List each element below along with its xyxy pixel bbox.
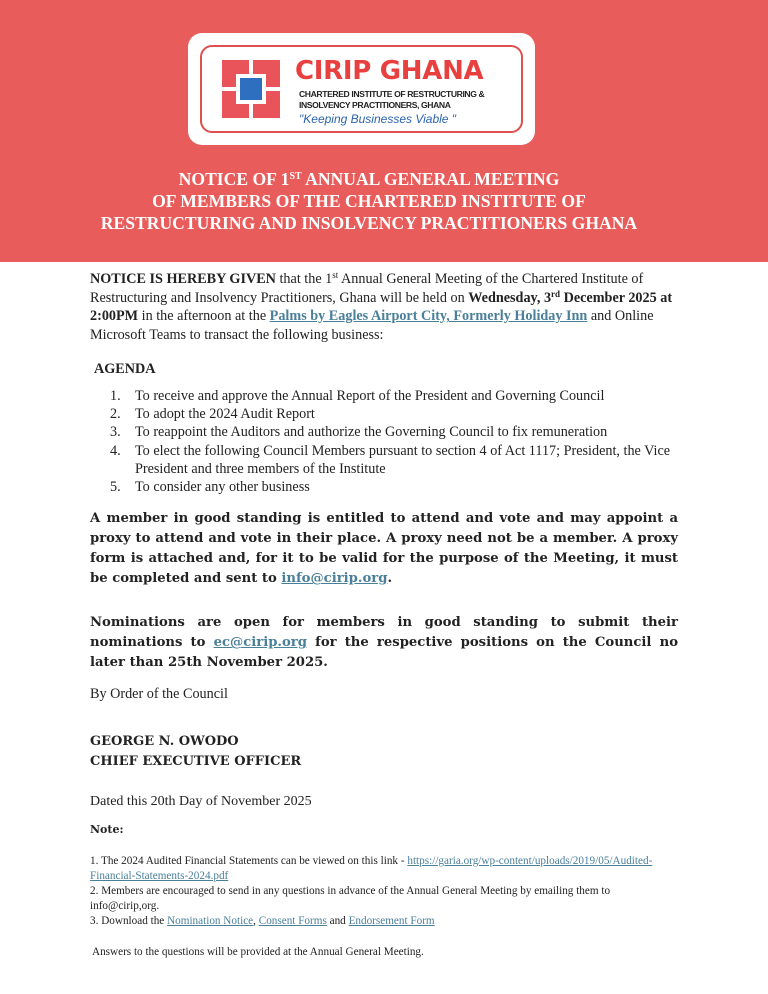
page-title (0, 168, 738, 234)
title-line3: RESTRUCTURING AND INSOLVENCY PRACTITIONERS GHANA (100, 213, 638, 233)
consent-forms-link[interactable]: Consent Forms (258, 914, 327, 927)
agenda-item: 2. To adopt the 2024 Audit Report (110, 406, 315, 423)
dated-text: Dated this 20th Day of November 2025 (90, 793, 312, 809)
venue-link[interactable]: Palms by Eagles Airport City, Formerly Holiday Inn (269, 308, 588, 325)
title-line2: OF MEMBERS OF THE CHARTERED INSTITUTE OF (152, 191, 586, 211)
agenda-item: 3. To reappoint the Auditors and authorize the Governing Council to fix remuneration (110, 424, 608, 441)
logo-subtitle-line1: CHARTERED INSTITUTE OF RESTRUCTURING & (299, 89, 485, 99)
financial-statements-link[interactable]: https://garia.org/wp-content/uploads/2019/05/Audited-Financial-Statements-2024.pdf (90, 854, 653, 882)
header-banner (0, 0, 768, 262)
note-item-3: 3. Download the Nomination Notice, Consent Forms and Endorsement Form (90, 914, 435, 927)
logo-subtitle-line2: INSOLVENCY PRACTITIONERS, GHANA (299, 100, 451, 110)
meeting-date: Wednesday, 3rd December 2025 at 2:00PM (90, 288, 673, 325)
agenda-list (90, 387, 678, 496)
by-order-text: By Order of the Council (90, 686, 228, 703)
logo-frame (200, 45, 523, 133)
note-item-1: 1. The 2024 Audited Financial Statements can be viewed on this link - https://garia.org/wp-content/uploads/2019/05/Audited-Financial-Statements-2024.pdf (90, 854, 653, 882)
info-email-link[interactable]: info@cirip.org (281, 571, 388, 587)
proxy-paragraph: A member in good standing is entitled to attend and vote and may appoint a proxy to attend and vote in their place. A proxy need not be a member. A proxy form is attached and, for it to be valid for the purpose of the Meeting, it must be completed and sent to info@cirip.org. (90, 511, 678, 587)
logo-tagline: "Keeping Businesses Viable " (299, 112, 457, 126)
nominations-paragraph: Nominations are open for members in good standing to submit their nominations to ec@cirip.org for the respective positions on the Council no later than 25th November 2025. (90, 615, 678, 671)
title-line1: NOTICE OF 1ST ANNUAL GENERAL MEETING (178, 169, 560, 189)
logo-subtitle (299, 89, 484, 111)
signer-name: GEORGE N. OWODO (90, 733, 239, 749)
notice-body (90, 270, 678, 962)
note-item-2: 2. Members are encouraged to send in any questions in advance of the Annual General Meeting by emailing them to info@cirip,org. (90, 884, 611, 912)
signature-block (90, 732, 678, 772)
intro-paragraph: NOTICE IS HEREBY GIVEN that the 1st Annual General Meeting of the Chartered Institute of Restructuring and Insolvency Practitioners, Ghana will be held on Wednesday, 3rd December 2025 at 2:00PM in the afternoon at the Palms by Eagles Airport City, Formerly Holiday Inn and Online Microsoft Teams to transact the following business: (90, 270, 673, 343)
logo-title: CIRIP GHANA (295, 56, 484, 86)
agenda-item: 5. To consider any other business (110, 478, 310, 495)
agenda-heading: AGENDA (94, 361, 156, 378)
ec-email-link[interactable]: ec@cirip.org (213, 635, 307, 651)
agenda-item: 4. To elect the following Council Members pursuant to section 4 of Act 1117; President, the Vice President and three members of the Institute (110, 442, 671, 477)
note-label: Note: (90, 823, 124, 837)
nomination-notice-link[interactable]: Nomination Notice (167, 914, 254, 927)
cirip-logo-mark-icon (222, 60, 280, 118)
notes-list (90, 854, 680, 929)
answers-text: Answers to the questions will be provided at the Annual General Meeting. (92, 945, 424, 958)
agenda-item: 1. To receive and approve the Annual Report of the President and Governing Council (110, 387, 605, 404)
endorsement-form-link[interactable]: Endorsement Form (348, 914, 435, 927)
signer-title: CHIEF EXECUTIVE OFFICER (90, 753, 302, 769)
logo (188, 33, 535, 145)
